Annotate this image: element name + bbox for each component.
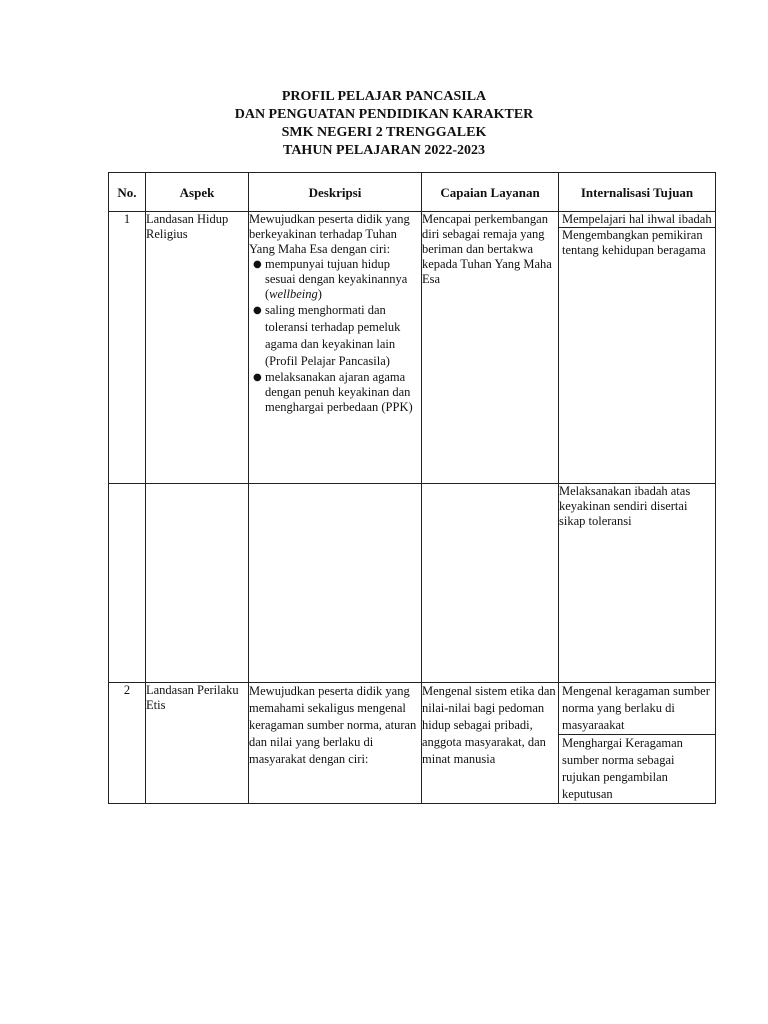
row3-no: 2 (109, 683, 146, 804)
row1-aspek: Landasan Hidup Religius (146, 212, 249, 484)
title-line-4: TAHUN PELAJARAN 2022-2023 (283, 143, 485, 158)
document-title (0, 88, 768, 160)
row3-deskripsi: Mewujudkan peserta didik yang memahami sekaligus mengenal keragaman sumber norma, aturan dan nilai yang berlaku di masyarakat dengan ciri: (249, 683, 422, 804)
row3-internalisasi-1: Mengenal keragaman sumber norma yang berlaku di masyaraakat (559, 683, 715, 735)
row1-deskripsi (249, 212, 422, 484)
row1-capaian: Mencapai perkembangan diri sebagai remaja yang beriman dan bertakwa kepada Tuhan Yang Maha Esa (422, 212, 559, 484)
row2-aspek (146, 484, 249, 683)
row1-criteria-list (249, 257, 421, 415)
header-capaian: Capaian Layanan (422, 173, 559, 212)
row1-internalisasi (559, 212, 716, 484)
table-row-3 (109, 683, 716, 804)
header-no: No. (109, 173, 146, 212)
row1-deskripsi-intro: Mewujudkan peserta didik yang berkeyakinan terhadap Tuhan Yang Maha Esa dengan ciri: (249, 212, 410, 256)
row3-capaian: Mengenal sistem etika dan nilai-nilai bagi pedoman hidup sebagai pribadi, anggota masyarakat, dan minat manusia (422, 683, 559, 804)
row3-internalisasi-2: Menghargai Keragaman sumber norma sebagai rujukan pengambilan keputusan (562, 736, 683, 801)
header-aspek: Aspek (146, 173, 249, 212)
title-line-3: SMK NEGERI 2 TRENGGALEK (281, 125, 487, 140)
row1-internalisasi-2: Mengembangkan pemikiran tentang kehidupan beragama (562, 228, 706, 257)
title-line-2: DAN PENGUATAN PENDIDIKAN KARAKTER (234, 107, 534, 122)
title-line-1: PROFIL PELAJAR PANCASILA (281, 89, 487, 104)
table-row-2 (109, 484, 716, 683)
table-header-row (109, 173, 716, 212)
row2-internalisasi: Melaksanakan ibadah atas keyakinan sendiri disertai sikap toleransi (559, 484, 716, 683)
row1-internalisasi-1: Mempelajari hal ihwal ibadah (559, 212, 715, 228)
table-row-1 (109, 212, 716, 484)
header-deskripsi: Deskripsi (249, 173, 422, 212)
row2-no (109, 484, 146, 683)
row2-capaian (422, 484, 559, 683)
row1-criteria-3: ● melaksanakan ajaran agama dengan penuh keyakinan dan menghargai perbedaan (PPK) (249, 370, 421, 415)
header-internalisasi: Internalisasi Tujuan (559, 173, 716, 212)
row1-criteria-1: ● mempunyai tujuan hidup sesuai dengan keyakinannya (wellbeing) (249, 257, 421, 302)
row1-criteria-2: ● saling menghormati dan toleransi terhadap pemeluk agama dan keyakinan lain (Profil Pelajar Pancasila) (249, 302, 421, 370)
row1-no: 1 (109, 212, 146, 484)
row3-internalisasi (559, 683, 716, 804)
row2-deskripsi (249, 484, 422, 683)
row3-aspek: Landasan Perilaku Etis (146, 683, 249, 804)
profil-table (108, 172, 716, 804)
